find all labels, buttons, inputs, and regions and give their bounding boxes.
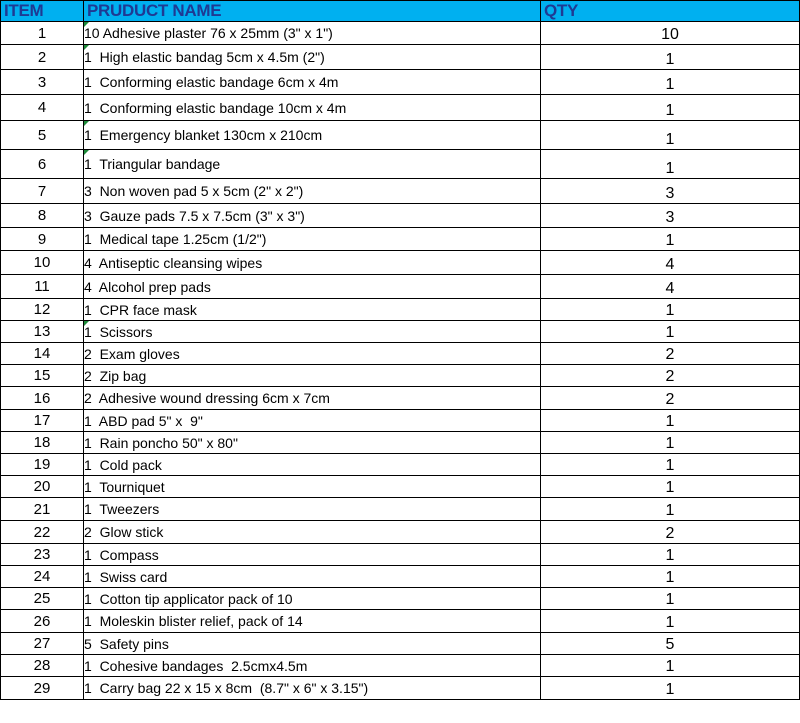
table-row	[1, 251, 800, 275]
product-name-text: 5 Safety pins	[84, 635, 169, 652]
qty-value: 1	[665, 413, 675, 430]
qty-value: 1	[665, 569, 675, 586]
item-number-cell[interactable]: 14	[1, 343, 84, 365]
qty-cell[interactable]	[541, 566, 800, 588]
product-name-text: 1 Triangular bandage	[84, 156, 221, 172]
qty-cell[interactable]	[541, 588, 800, 610]
qty-cell[interactable]	[541, 22, 800, 45]
qty-cell[interactable]	[541, 70, 800, 95]
qty-value: 3	[665, 209, 675, 226]
qty-cell[interactable]	[541, 343, 800, 365]
comment-marker-icon	[84, 45, 89, 50]
table-row	[1, 321, 800, 343]
item-number-cell[interactable]: 24	[1, 566, 84, 588]
item-number-cell[interactable]: 20	[1, 476, 84, 498]
product-name-text: 1 Compass	[84, 546, 159, 563]
table-row	[1, 432, 800, 454]
product-name-cell[interactable]	[84, 121, 541, 150]
item-number-cell[interactable]: 12	[1, 299, 84, 321]
qty-cell[interactable]	[541, 365, 800, 387]
qty-value: 1	[665, 302, 675, 319]
product-name-cell[interactable]	[84, 521, 541, 544]
product-name-text: 2 Zip bag	[84, 367, 147, 384]
product-name-text: 1 Scissors	[84, 323, 153, 340]
qty-cell[interactable]	[541, 476, 800, 498]
qty-value: 1	[665, 51, 675, 68]
product-name-cell[interactable]	[84, 95, 541, 121]
qty-value: 1	[665, 681, 675, 698]
table-row	[1, 95, 800, 121]
product-name-cell[interactable]	[84, 655, 541, 677]
product-name-text: 4 Alcohol prep pads	[84, 278, 211, 295]
product-name-cell[interactable]	[84, 251, 541, 275]
product-name-cell[interactable]	[84, 633, 541, 655]
product-name-text: 1 CPR face mask	[84, 301, 197, 318]
item-number-cell[interactable]: 11	[1, 275, 84, 299]
qty-value: 1	[665, 457, 675, 474]
product-name-cell[interactable]	[84, 179, 541, 204]
qty-cell[interactable]	[541, 299, 800, 321]
product-name-cell[interactable]	[84, 432, 541, 454]
table-row	[1, 476, 800, 498]
table-row	[1, 22, 800, 45]
product-name-cell[interactable]	[84, 228, 541, 251]
product-name-text: 1 Swiss card	[84, 568, 168, 585]
qty-cell[interactable]	[541, 655, 800, 677]
product-name-text: 1 Conforming elastic bandage 6cm x 4m	[84, 74, 339, 90]
item-number-cell[interactable]: 6	[1, 150, 84, 179]
qty-value: 1	[665, 102, 675, 119]
table-row	[1, 677, 800, 700]
qty-cell[interactable]	[541, 633, 800, 655]
item-number-cell[interactable]: 7	[1, 179, 84, 204]
qty-cell[interactable]	[541, 45, 800, 70]
product-name-cell[interactable]	[84, 610, 541, 633]
table-row	[1, 299, 800, 321]
table-row	[1, 179, 800, 204]
qty-cell[interactable]	[541, 179, 800, 204]
item-number-cell[interactable]: 17	[1, 410, 84, 432]
qty-cell[interactable]	[541, 432, 800, 454]
item-number-cell[interactable]: 25	[1, 588, 84, 610]
qty-value: 1	[665, 131, 675, 148]
table-row	[1, 70, 800, 95]
table-row	[1, 566, 800, 588]
product-name-text: 2 Exam gloves	[84, 345, 180, 362]
header-row	[1, 1, 800, 22]
item-number-cell[interactable]: 22	[1, 521, 84, 544]
product-name-text: 3 Non woven pad 5 x 5cm (2" x 2")	[84, 183, 304, 199]
table-row	[1, 610, 800, 633]
table-row	[1, 454, 800, 476]
qty-value: 1	[665, 76, 675, 93]
table-row	[1, 150, 800, 179]
qty-cell[interactable]	[541, 150, 800, 179]
qty-cell[interactable]	[541, 498, 800, 521]
product-name-text: 1 ABD pad 5" x 9"	[84, 412, 203, 429]
qty-value: 1	[665, 160, 675, 177]
qty-value: 4	[665, 280, 675, 297]
item-number-cell[interactable]: 4	[1, 95, 84, 121]
qty-value: 1	[665, 658, 675, 675]
product-name-text: 1 Tweezers	[84, 501, 160, 517]
product-name-text: 1 Moleskin blister relief, pack of 14	[84, 613, 303, 629]
header-qty[interactable]: QTY	[541, 1, 800, 22]
comment-marker-icon	[84, 22, 89, 27]
qty-value: 1	[665, 435, 675, 452]
item-number-cell[interactable]: 9	[1, 228, 84, 251]
product-name-text: 1 High elastic bandag 5cm x 4.5m (2")	[84, 49, 325, 65]
product-name-text: 1 Medical tape 1.25cm (1/2")	[84, 231, 267, 247]
table-row	[1, 410, 800, 432]
table-row	[1, 633, 800, 655]
qty-value: 10	[661, 26, 679, 43]
header-item[interactable]: ITEM	[1, 1, 84, 22]
item-number-cell[interactable]: 27	[1, 633, 84, 655]
item-number-cell[interactable]: 3	[1, 70, 84, 95]
qty-cell[interactable]	[541, 544, 800, 566]
qty-cell[interactable]	[541, 454, 800, 476]
table-row	[1, 228, 800, 251]
product-name-cell[interactable]	[84, 150, 541, 179]
item-number-cell[interactable]: 18	[1, 432, 84, 454]
qty-value: 2	[665, 525, 675, 542]
qty-cell[interactable]	[541, 677, 800, 700]
qty-cell[interactable]	[541, 251, 800, 275]
table-row	[1, 343, 800, 365]
table-row	[1, 275, 800, 299]
qty-cell[interactable]	[541, 204, 800, 228]
product-name-cell[interactable]	[84, 299, 541, 321]
product-name-cell[interactable]	[84, 343, 541, 365]
product-name-cell[interactable]	[84, 45, 541, 70]
qty-cell[interactable]	[541, 521, 800, 544]
qty-value: 2	[665, 368, 675, 385]
table-row	[1, 45, 800, 70]
qty-value: 4	[665, 256, 675, 273]
product-name-cell[interactable]	[84, 204, 541, 228]
product-name-cell[interactable]	[84, 454, 541, 476]
qty-cell[interactable]	[541, 410, 800, 432]
table-row	[1, 365, 800, 387]
product-name-cell[interactable]	[84, 70, 541, 95]
product-name-cell[interactable]	[84, 566, 541, 588]
product-name-text: 1 Carry bag 22 x 15 x 8cm (8.7" x 6" x 3.15")	[84, 680, 369, 696]
product-name-cell[interactable]	[84, 321, 541, 343]
comment-marker-icon	[84, 150, 89, 155]
product-name-cell[interactable]	[84, 275, 541, 299]
table-row	[1, 121, 800, 150]
table-row	[1, 588, 800, 610]
qty-value: 1	[665, 502, 675, 519]
item-number-cell[interactable]: 5	[1, 121, 84, 150]
item-number-cell[interactable]: 8	[1, 204, 84, 228]
product-name-text: 2 Glow stick	[84, 524, 164, 540]
qty-cell[interactable]	[541, 228, 800, 251]
qty-value: 2	[665, 391, 675, 408]
item-number-cell[interactable]: 19	[1, 454, 84, 476]
product-name-text: 2 Adhesive wound dressing 6cm x 7cm	[84, 390, 330, 406]
product-name-cell[interactable]	[84, 544, 541, 566]
product-name-cell[interactable]	[84, 476, 541, 498]
item-number-cell[interactable]: 21	[1, 498, 84, 521]
product-name-cell[interactable]	[84, 588, 541, 610]
product-name-text: 4 Antiseptic cleansing wipes	[84, 254, 263, 271]
comment-marker-icon	[84, 321, 89, 326]
product-name-text: 3 Gauze pads 7.5 x 7.5cm (3" x 3")	[84, 207, 305, 224]
qty-value: 1	[665, 324, 675, 341]
table-row	[1, 204, 800, 228]
item-number-cell[interactable]: 16	[1, 387, 84, 410]
item-number-cell[interactable]: 26	[1, 610, 84, 633]
product-name-text: 1 Emergency blanket 130cm x 210cm	[84, 127, 323, 143]
table-row	[1, 544, 800, 566]
item-number-cell[interactable]: 10	[1, 251, 84, 275]
item-number-cell[interactable]: 29	[1, 677, 84, 700]
product-name-text: 1 Cold pack	[84, 456, 162, 473]
item-number-cell[interactable]: 23	[1, 544, 84, 566]
product-name-text: 1 Cotton tip applicator pack of 10	[84, 590, 293, 607]
table-row	[1, 655, 800, 677]
qty-cell[interactable]	[541, 387, 800, 410]
table-row	[1, 498, 800, 521]
qty-cell[interactable]	[541, 275, 800, 299]
item-number-cell[interactable]: 28	[1, 655, 84, 677]
qty-cell[interactable]	[541, 610, 800, 633]
product-name-text: 1 Tourniquet	[84, 478, 165, 495]
qty-cell[interactable]	[541, 121, 800, 150]
product-name-text: 1 Rain poncho 50" x 80"	[84, 434, 238, 451]
qty-value: 1	[665, 614, 675, 631]
product-name-cell[interactable]	[84, 677, 541, 700]
item-number-cell[interactable]: 1	[1, 22, 84, 45]
qty-value: 2	[665, 346, 675, 363]
qty-value: 3	[665, 185, 675, 202]
product-name-cell[interactable]	[84, 498, 541, 521]
table-row	[1, 387, 800, 410]
qty-cell[interactable]	[541, 321, 800, 343]
qty-value: 1	[665, 479, 675, 496]
qty-cell[interactable]	[541, 95, 800, 121]
header-product-name[interactable]: PRUDUCT NAME	[84, 1, 541, 22]
comment-marker-icon	[84, 121, 89, 126]
item-number-cell[interactable]: 15	[1, 365, 84, 387]
table-row	[1, 521, 800, 544]
qty-value: 1	[665, 591, 675, 608]
product-name-cell[interactable]	[84, 387, 541, 410]
product-name-cell[interactable]	[84, 365, 541, 387]
qty-value: 1	[665, 232, 675, 249]
product-name-cell[interactable]	[84, 410, 541, 432]
qty-value: 5	[665, 636, 675, 653]
product-name-cell[interactable]	[84, 22, 541, 45]
product-name-text: 1 Cohesive bandages 2.5cmx4.5m	[84, 657, 308, 674]
product-name-text: 1 Conforming elastic bandage 10cm x 4m	[84, 99, 347, 116]
qty-value: 1	[665, 547, 675, 564]
item-number-cell[interactable]: 13	[1, 321, 84, 343]
item-number-cell[interactable]: 2	[1, 45, 84, 70]
product-name-text: 10 Adhesive plaster 76 x 25mm (3" x 1")	[84, 25, 333, 41]
